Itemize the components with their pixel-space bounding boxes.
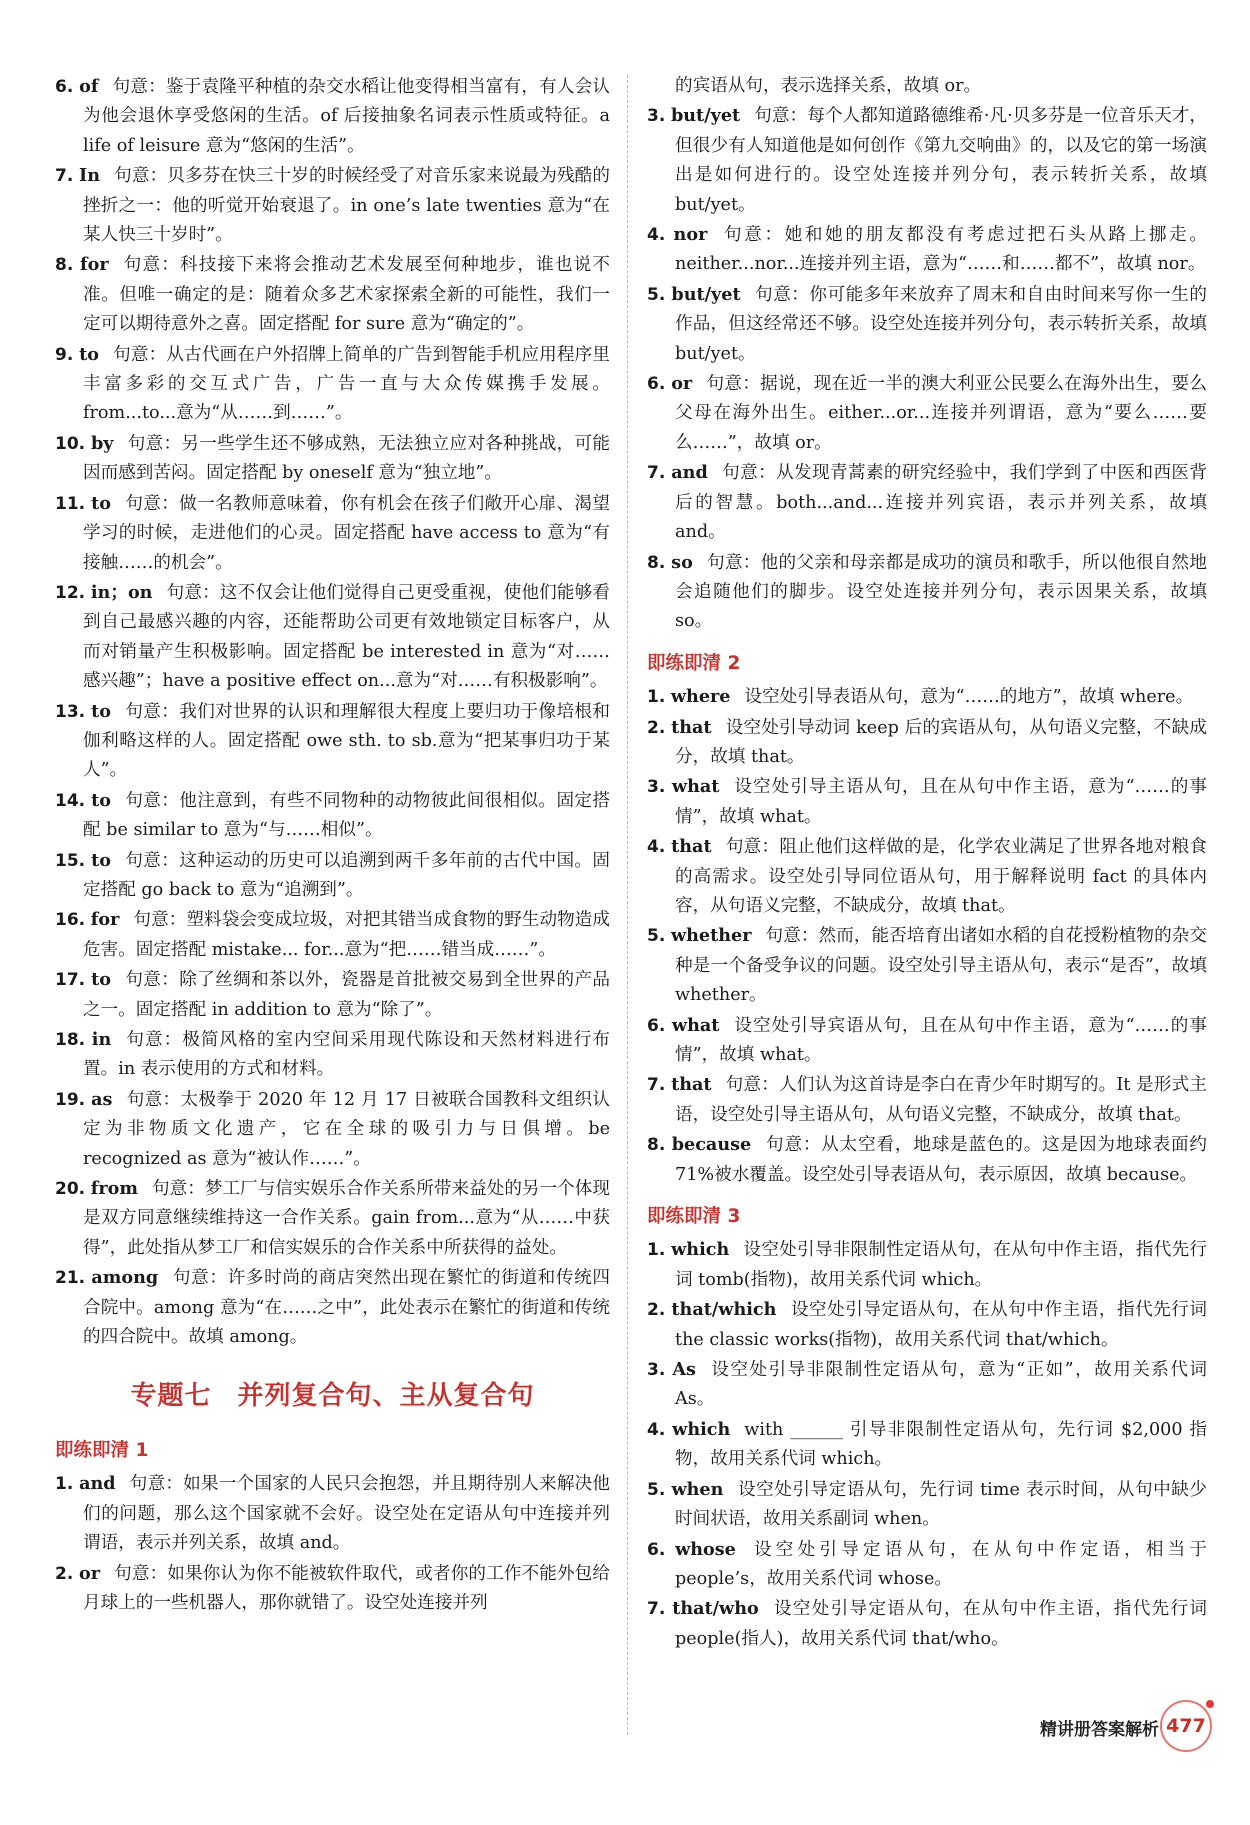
item-answer: In: [79, 165, 101, 187]
item-explanation: with ______ 引导非限制性定语从句，先行词 $2,000 指物，故用关系代词 which。: [675, 1419, 1207, 1470]
answer-item: [55, 1469, 610, 1558]
answer-item: [55, 786, 610, 846]
answer-item: [55, 340, 610, 429]
item-answer: to: [79, 343, 99, 365]
item-explanation: 设空处引导动词 keep 后的宾语从句，从句语义完整，不缺成分，故填 that。: [675, 717, 1207, 767]
item-number: 10.: [55, 433, 86, 454]
item-answer: or: [671, 373, 693, 395]
item-explanation: 句意：科技接下来将会推动艺术发展至何种地步，谁也说不准。但唯一确定的是：随着众多艺术家探索全新的可能性，我们一定可以期待意外之喜。固定搭配 for sure 意为“确定的”。: [83, 255, 610, 335]
item-explanation: 句意：如果一个国家的人民只会抱怨，并且期待别人来解决他们的问题，那么这个国家就不会好。设空处在定语从句中连接并列谓语，表示并列关系，故填 and。: [83, 1474, 610, 1554]
item-number: 4.: [647, 225, 666, 246]
item-explanation: 句意：梦工厂与信实娱乐合作关系所带来益处的另一个体现是双方同意继续维持这一合作关系。gain from...意为“从……中获得”，此处指从梦工厂和信实娱乐的合作关系中所获得的益处。: [83, 1179, 610, 1258]
item-number: 6.: [55, 77, 74, 97]
answer-item: [647, 1475, 1207, 1535]
answer-item: [55, 846, 610, 906]
item-explanation: 设空处引导非限制性定语从句，在从句中作主语，指代先行词 tomb(指物)，故用关系代词 which。: [675, 1240, 1207, 1290]
item-explanation: 句意：极简风格的室内空间采用现代陈设和天然材料进行布置。in 表示使用的方式和材料。: [83, 1030, 610, 1080]
item-answer: that: [671, 716, 712, 738]
item-number: 6.: [647, 1015, 666, 1036]
item-explanation: 设空处引导宾语从句，且在从句中作主语，意为“……的事情”，故填 what。: [675, 1015, 1207, 1065]
item-answer: in；on: [90, 581, 153, 603]
item-explanation: 设空处引导定语从句，先行词 time 表示时间，从句中缺少时间状语，故用关系副词 when。: [675, 1479, 1207, 1530]
item-answer: which: [671, 1239, 730, 1261]
item-explanation: 句意：做一名教师意味着，你有机会在孩子们敞开心扉、渴望学习的时候，走进他们的心灵。固定搭配 have access to 意为“有接触……的机会”。: [83, 493, 610, 573]
item-explanation: 设空处引导定语从句，在从句中作主语，指代先行词 people(指人)，故用关系代词 that/who。: [675, 1599, 1207, 1649]
item-answer: whether: [670, 925, 752, 947]
answer-item: [55, 1085, 610, 1174]
item-number: 7.: [647, 1599, 666, 1620]
item-number: 12.: [55, 582, 86, 603]
answer-item: [647, 921, 1207, 1010]
left-column: [55, 72, 610, 1618]
item-explanation: 句意：太极拳于 2020 年 12 月 17 日被联合国教科文组织认定为非物质文化遗产，它在全球的吸引力与日俱增。be recognized as 意为“被认作……”。: [83, 1089, 611, 1169]
item-number: 8.: [647, 552, 666, 573]
item-number: 18.: [55, 1030, 86, 1050]
item-explanation: 设空处引导定语从句，在从句中作定语，相当于 people’s，故用关系代词 whose。: [675, 1539, 1207, 1589]
item-explanation: 句意：这种运动的历史可以追溯到两千多年前的古代中国。固定搭配 go back to 意为“追溯到”。: [83, 850, 610, 900]
item-answer: or: [79, 1562, 101, 1584]
answer-item: [647, 832, 1207, 921]
item-explanation: 句意：贝多芬在快三十岁的时候经受了对音乐家来说最为残酷的挫折之一：他的听觉开始衰退了。in one’s late twenties 意为“在某人快三十岁时”。: [83, 166, 610, 246]
item-explanation: 句意：从古代画在户外招牌上简单的广告到智能手机应用程序里丰富多彩的交互式广告，广告一直与大众传媒携手发展。from...to...意为“从……到……”。: [83, 344, 611, 424]
item-explanation: 设空处引导定语从句，在从句中作主语，指代先行词 the classic works(指物)，故用关系代词 that/which。: [675, 1300, 1207, 1350]
item-explanation: 句意：我们对世界的认识和理解很大程度上要归功于像培根和伽利略这样的人。固定搭配 owe sth. to sb.意为“把某事归功于某人”。: [83, 701, 610, 781]
answer-item: [647, 1130, 1207, 1190]
page-number: 477: [1166, 1715, 1206, 1737]
item-number: 19.: [55, 1089, 86, 1110]
item-answer: that/who: [672, 1598, 759, 1620]
item-number: 9.: [55, 344, 74, 365]
column-divider: [627, 75, 628, 1735]
item-explanation: 句意：他注意到，有些不同物种的动物彼此间很相似。固定搭配 be similar to 意为“与……相似”。: [83, 790, 610, 841]
answer-item: [647, 1594, 1207, 1654]
item-explanation: 句意：塑料袋会变成垃圾，对把其错当成食物的野生动物造成危害。固定搭配 mistake... for...意为“把……错当成……”。: [83, 910, 610, 960]
item-number: 5.: [647, 926, 666, 947]
item-answer: that/which: [671, 1299, 777, 1321]
item-answer: but/yet: [671, 283, 741, 305]
answer-item: [55, 429, 610, 489]
answer-item: [647, 1535, 1207, 1595]
item-answer: and: [79, 1473, 116, 1495]
answer-item: [647, 1070, 1207, 1130]
item-explanation: 句意：他的父亲和母亲都是成功的演员和歌手，所以他很自然地会追随他们的脚步。设空处连接并列分句，表示因果关系，故填 so。: [675, 552, 1207, 632]
item-explanation: 设空处引导非限制性定语从句，意为“正如”，故用关系代词 As。: [675, 1360, 1207, 1410]
item-number: 5.: [647, 284, 666, 305]
section-1-right-list: [647, 101, 1207, 636]
answer-item: [55, 905, 610, 965]
item-number: 2.: [647, 717, 666, 738]
item-answer: so: [671, 551, 693, 573]
item-explanation: 句意：如果你认为你不能被软件取代，或者你的工作不能外包给月球上的一些机器人，那你就错了。设空处连接并列: [83, 1563, 610, 1613]
answer-item: [55, 161, 610, 250]
answer-item: [55, 250, 610, 339]
item-answer: that: [671, 1074, 712, 1096]
answer-item: [647, 1355, 1207, 1415]
item-answer: whose: [675, 1538, 736, 1560]
chapter-label: 专题七: [130, 1381, 212, 1412]
item-answer: to: [91, 492, 111, 514]
item-number: 20.: [55, 1179, 86, 1200]
section-3-list: [647, 1235, 1207, 1654]
item-number: 6.: [647, 374, 666, 395]
answer-item: [55, 1559, 610, 1619]
badge-dot-icon: [1206, 1700, 1214, 1708]
answer-item: [647, 548, 1207, 637]
item-answer: when: [671, 1478, 724, 1500]
item-explanation: 句意：另一些学生还不够成熟，无法独立应对各种挑战，可能因而感到苦闷。固定搭配 by oneself 意为“独立地”。: [83, 433, 610, 484]
item-number: 21.: [55, 1268, 86, 1289]
answer-item: [55, 578, 610, 697]
item-number: 2.: [55, 1563, 74, 1584]
item-answer: to: [91, 969, 111, 991]
answer-item: [647, 1011, 1207, 1071]
item-explanation: 句意：人们认为这首诗是李白在青少年时期写的。It 是形式主语，设空处引导主语从句，从句语义完整，不缺成分，故填 that。: [675, 1075, 1207, 1125]
item-answer: among: [91, 1267, 159, 1289]
item-number: 13.: [55, 701, 86, 722]
item-answer: nor: [673, 224, 708, 246]
item-explanation: 设空处引导表语从句，意为“……的地方”，故填 where。: [744, 687, 1194, 708]
answer-item: [647, 101, 1207, 220]
answer-item: [55, 1263, 610, 1352]
answer-item: [647, 1235, 1207, 1295]
item-explanation: 句意：你可能多年来放弃了周末和自由时间来写你一生的作品，但这经常还不够。设空处连接并列分句，表示转折关系，故填 but/yet。: [675, 284, 1208, 364]
answer-item: [55, 697, 610, 786]
right-column: [647, 72, 1207, 1654]
continued-text: 的宾语从句，表示选择关系，故填 or。: [675, 76, 982, 96]
item-number: 5.: [647, 1479, 666, 1500]
item-explanation: 句意：许多时尚的商店突然出现在繁忙的街道和传统四合院中。among 意为“在……之中”，此处表示在繁忙的街道和传统的四合院中。故填 among。: [83, 1268, 610, 1348]
item-answer: from: [90, 1178, 138, 1200]
answer-item: [55, 965, 610, 1025]
item-number: 7.: [647, 1075, 666, 1096]
answer-item: [647, 682, 1207, 712]
item-answer: in: [91, 1029, 112, 1050]
answer-item: [55, 72, 610, 161]
item-number: 8.: [55, 255, 74, 276]
section-2-list: [647, 682, 1207, 1190]
answer-item: [647, 772, 1207, 832]
item-answer: for: [90, 909, 120, 931]
item-number: 2.: [647, 1300, 666, 1321]
item-answer: by: [91, 432, 114, 454]
chapter-title: 并列复合句、主从复合句: [237, 1381, 535, 1412]
answer-item: [647, 220, 1207, 280]
item-number: 3.: [647, 1360, 666, 1381]
item-number: 14.: [55, 790, 86, 811]
item-answer: that: [671, 836, 712, 858]
item-number: 4.: [647, 837, 666, 858]
item-answer: to: [91, 789, 111, 811]
section-heading-3: 即练即清 3: [647, 1206, 741, 1228]
answer-item: [647, 1295, 1207, 1355]
item-number: 1.: [55, 1474, 74, 1495]
item-answer: because: [671, 1134, 752, 1156]
item-number: 4.: [647, 1419, 666, 1440]
item-answer: to: [91, 700, 111, 722]
page-number-badge: [1160, 1700, 1212, 1752]
item-explanation: 句意：从太空看，地球是蓝色的。这是因为地球表面约 71%被水覆盖。设空处引导表语从句，表示原因，故填 because。: [675, 1135, 1208, 1185]
item-number: 16.: [55, 910, 86, 931]
item-answer: of: [79, 76, 99, 97]
item-number: 17.: [55, 970, 86, 991]
answer-item: [55, 1025, 610, 1085]
item-number: 1.: [647, 1240, 666, 1261]
item-explanation: 句意：她和她的朋友都没有考虑过把石头从路上挪走。neither...nor...连接并列主语，意为“……和……都不”，故填 nor。: [675, 225, 1208, 275]
answer-item: [647, 369, 1207, 458]
item-explanation: 句意：阻止他们这样做的是，化学农业满足了世界各地对粮食的高需求。设空处引导同位语从句，用于解释说明 fact 的具体内容，从句语义完整，不缺成分，故填 that。: [675, 837, 1208, 916]
item-answer: what: [671, 1014, 720, 1036]
item-answer: where: [670, 686, 731, 708]
item-number: 8.: [647, 1135, 666, 1156]
item-answer: as: [91, 1088, 113, 1110]
item-explanation: 句意：从发现青蒿素的研究经验中，我们学到了中医和西医背后的智慧。both...and...连接并列宾语，表示并列关系，故填 and。: [675, 463, 1208, 543]
section-heading-2: 即练即清 2: [647, 652, 741, 674]
item-number: 1.: [647, 687, 666, 708]
item-number: 6.: [647, 1539, 666, 1560]
answer-item: [647, 458, 1207, 547]
answer-item: [647, 1415, 1207, 1475]
answer-item: [55, 489, 610, 578]
chapter-heading: [55, 1382, 610, 1411]
item-answer: As: [672, 1359, 696, 1381]
section-1-left-list: [55, 1469, 610, 1618]
item-number: 7.: [55, 166, 74, 187]
item-explanation: 句意：然而，能否培育出诸如水稻的自花授粉植物的杂交种是一个备受争议的问题。设空处引导主语从句，表示“是否”，故填 whether。: [675, 926, 1207, 1006]
item-answer: which: [672, 1418, 731, 1440]
answer-item: [647, 280, 1207, 369]
item-explanation: 句意：除了丝绸和茶以外，瓷器是首批被交易到全世界的产品之一。固定搭配 in addition to 意为“除了”。: [83, 970, 610, 1020]
item-explanation: 句意：每个人都知道路德维希·凡·贝多芬是一位音乐天才，但很少有人知道他是如何创作《第九交响曲》的，以及它的第一场演出是如何进行的。设空处连接并列分句，表示转折关系，故填 but/yet。: [675, 106, 1207, 215]
footer-label: 精讲册答案解析: [1040, 1720, 1159, 1740]
item-answer: what: [671, 776, 720, 798]
item-answer: and: [671, 462, 708, 484]
section-heading-1: 即练即清 1: [55, 1439, 149, 1461]
item-number: 11.: [55, 493, 86, 514]
item-explanation: 句意：鉴于袁隆平种植的杂交水稻让他变得相当富有，有人会认为他会退休享受悠闲的生活。of 后接抽象名词表示性质或特征。a life of leisure 意为“悠闲的生活”。: [83, 77, 610, 156]
item-number: 15.: [55, 850, 86, 871]
item-number: 7.: [647, 463, 666, 484]
item-explanation: 句意：据说，现在近一半的澳大利亚公民要么在海外出生，要么父母在海外出生。either...or...连接并列谓语，意为“要么……要么……”，故填 or。: [675, 374, 1207, 453]
item-answer: to: [91, 849, 111, 871]
left-answer-list: [55, 72, 610, 1352]
item-explanation: 设空处引导主语从句，且在从句中作主语，意为“……的事情”，故填 what。: [675, 777, 1207, 827]
answer-item: [647, 713, 1207, 773]
item-answer: for: [80, 254, 109, 276]
item-answer: but/yet: [670, 105, 741, 127]
item-number: 3.: [647, 106, 666, 127]
answer-item: [55, 1174, 610, 1263]
item-explanation: 句意：这不仅会让他们觉得自己更受重视，使他们能够看到自己最感兴趣的内容，还能帮助公司更有效地锁定目标客户，从而对销量产生积极影响。固定搭配 be interested in 意为“对……感兴趣”；have a positive effect on...意为“对……有积极影响”。: [83, 582, 610, 692]
item-number: 3.: [647, 777, 666, 798]
